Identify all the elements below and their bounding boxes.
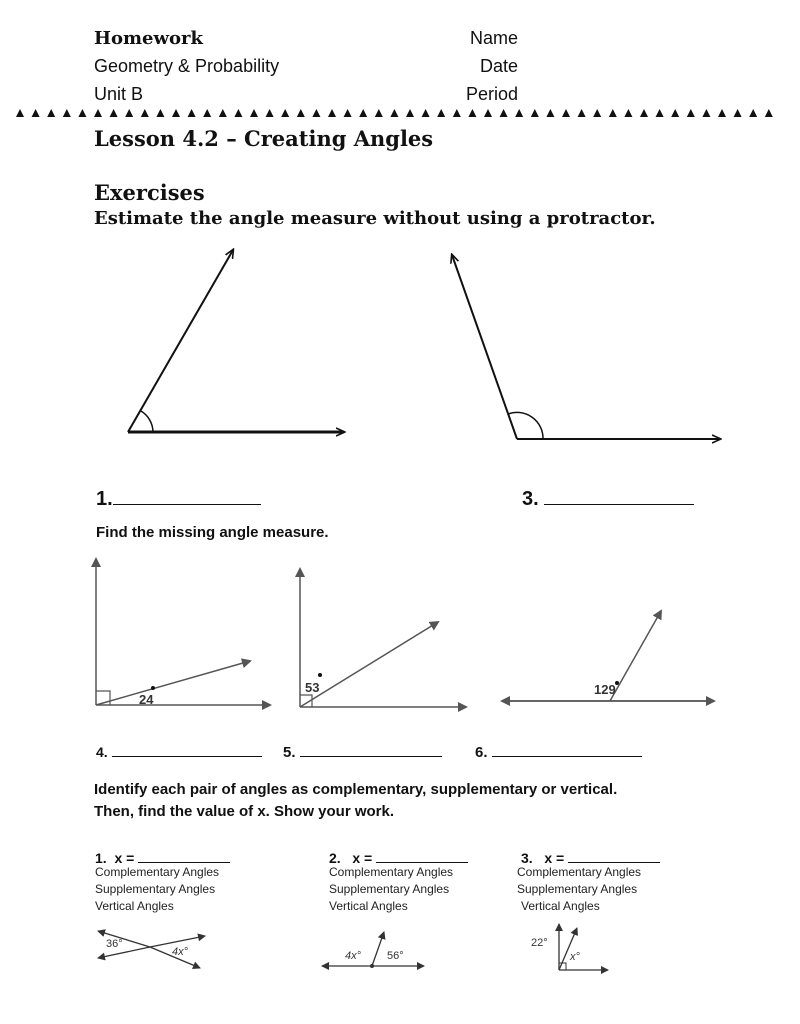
- pair-2-x-blank[interactable]: [376, 846, 468, 863]
- missing-item-4-number: 4.: [96, 744, 108, 760]
- divider-triangle: [16, 109, 24, 117]
- missing-item-6: [475, 740, 642, 761]
- divider-triangle: [749, 109, 757, 117]
- angle-3-ray-up: [452, 255, 517, 439]
- estimate-item-3-number: 3.: [522, 488, 539, 510]
- pair-3-label-b: x°: [570, 951, 580, 963]
- missing-item-4: [96, 740, 262, 760]
- divider-triangle: [344, 109, 352, 117]
- divider-triangle: [328, 109, 336, 117]
- divider-triangle: [546, 109, 554, 117]
- divider-triangle: [406, 109, 414, 117]
- divider-triangle: [453, 109, 461, 117]
- exercises-heading: Exercises: [94, 180, 205, 205]
- missing-4-given-label: 24: [139, 692, 154, 707]
- estimate-answer-3-blank[interactable]: [544, 488, 694, 505]
- divider-triangle: [718, 109, 726, 117]
- divider-triangle: [172, 109, 180, 117]
- divider-triangle: [687, 109, 695, 117]
- pair-diagrams: [0, 920, 800, 1010]
- header-course: Geometry & Probability: [94, 56, 280, 76]
- divider-triangle: [484, 109, 492, 117]
- divider-triangle: [437, 109, 445, 117]
- divider-triangle: [312, 109, 320, 117]
- estimate-instruction: Estimate the angle measure without using a protractor.: [94, 208, 656, 229]
- divider-triangle: [765, 109, 773, 117]
- divider-triangle: [281, 109, 289, 117]
- divider-triangle: [125, 109, 133, 117]
- pair-1-label-b: 4x°: [172, 946, 189, 958]
- missing-item-6-number: 6.: [475, 744, 488, 761]
- divider-triangle: [624, 109, 632, 117]
- divider-triangle: [500, 109, 508, 117]
- divider-triangle: [515, 109, 523, 117]
- missing-answer-4-blank[interactable]: [112, 740, 262, 757]
- header-name-label: Name: [469, 28, 518, 48]
- missing-item-5: [283, 740, 442, 761]
- divider-triangle: [188, 109, 196, 117]
- divider-triangle: [32, 109, 40, 117]
- pairs-instruction-line-1: Identify each pair of angles as complementary, supplementary or vertical.: [94, 781, 618, 798]
- pair-1-x-blank[interactable]: [138, 846, 230, 863]
- pair-3-option-vertical: Vertical Angles: [521, 899, 600, 913]
- pair-3-x-label: x =: [544, 850, 565, 866]
- pair-1-option-supplementary: Supplementary Angles: [95, 882, 216, 896]
- pair-2-number: 2.: [329, 850, 341, 866]
- missing-5-given-label: 53: [305, 680, 320, 695]
- pair-2-option-supplementary: Supplementary Angles: [329, 882, 450, 896]
- divider-triangle: [702, 109, 710, 117]
- pair-1-x-label: x =: [114, 850, 135, 866]
- missing-instruction: Find the missing angle measure.: [96, 524, 329, 541]
- divider-triangle: [47, 109, 55, 117]
- divider-triangle: [468, 109, 476, 117]
- divider-triangle: [640, 109, 648, 117]
- missing-answer-5-blank[interactable]: [300, 740, 442, 757]
- divider-triangle: [234, 109, 242, 117]
- pair-1-label-a: 36°: [106, 938, 123, 950]
- pair-2-label-a: 4x°: [344, 950, 361, 962]
- divider-triangle: [671, 109, 679, 117]
- divider-triangle: [359, 109, 367, 117]
- pair-3-option-supplementary: Supplementary Angles: [517, 882, 638, 896]
- divider-triangle: [578, 109, 586, 117]
- divider-triangle: [609, 109, 617, 117]
- missing-6-given-label: 129: [594, 682, 616, 697]
- divider-triangle: [390, 109, 398, 117]
- divider-triangle: [219, 109, 227, 117]
- divider-triangle: [656, 109, 664, 117]
- pair-3-x-blank[interactable]: [568, 846, 660, 863]
- divider-triangle: [63, 109, 71, 117]
- header-date-label: Date: [479, 56, 518, 76]
- pair-1-header: [95, 846, 230, 866]
- pair-3-number: 3.: [521, 850, 533, 866]
- angle-1-arc: [141, 411, 153, 432]
- divider-triangle: [422, 109, 430, 117]
- lesson-title: Lesson 4.2 – Creating Angles: [94, 126, 434, 151]
- divider-triangle: [94, 109, 102, 117]
- divider-triangle: [78, 109, 86, 117]
- estimate-item-1-number: 1.: [96, 488, 113, 510]
- pair-3-label-a: 22°: [531, 937, 548, 949]
- pair-2-label-b: 56°: [387, 950, 404, 962]
- missing-item-5-number: 5.: [283, 744, 296, 761]
- pair-1-option-complementary: Complementary Angles: [95, 865, 220, 879]
- pair-2-x-label: x =: [352, 850, 373, 866]
- pairs-instruction-line-2: Then, find the value of x. Show your work.: [94, 803, 395, 820]
- divider-triangle: [250, 109, 258, 117]
- divider-triangle: [734, 109, 742, 117]
- estimate-angle-1-diagram: [0, 240, 800, 500]
- header-homework: Homework: [94, 28, 203, 49]
- angle-1-ray-up: [128, 250, 233, 432]
- divider-triangle: [203, 109, 211, 117]
- pair-1-number: 1.: [95, 850, 107, 866]
- pair-3-option-complementary: Complementary Angles: [517, 865, 642, 879]
- divider-triangle: [297, 109, 305, 117]
- triangle-divider: [0, 106, 800, 120]
- divider-triangle: [156, 109, 164, 117]
- pair-3-header: [521, 846, 660, 866]
- divider-triangle: [593, 109, 601, 117]
- divider-triangle: [141, 109, 149, 117]
- header-period-label: Period: [465, 84, 518, 104]
- divider-triangle: [110, 109, 118, 117]
- divider-triangle: [531, 109, 539, 117]
- divider-triangle: [562, 109, 570, 117]
- missing-answer-6-blank[interactable]: [492, 740, 642, 757]
- pair-1-option-vertical: Vertical Angles: [95, 899, 174, 913]
- estimate-item-1: [96, 488, 261, 511]
- pair-2-option-complementary: Complementary Angles: [329, 865, 454, 879]
- estimate-answer-1-blank[interactable]: [113, 488, 261, 505]
- estimate-item-3: [522, 488, 694, 511]
- header-unit: Unit B: [94, 84, 144, 104]
- missing-angle-diagrams: [0, 555, 800, 725]
- pair-2-option-vertical: Vertical Angles: [329, 899, 408, 913]
- divider-triangle: [266, 109, 274, 117]
- divider-triangle: [375, 109, 383, 117]
- pair-2-header: [329, 846, 468, 866]
